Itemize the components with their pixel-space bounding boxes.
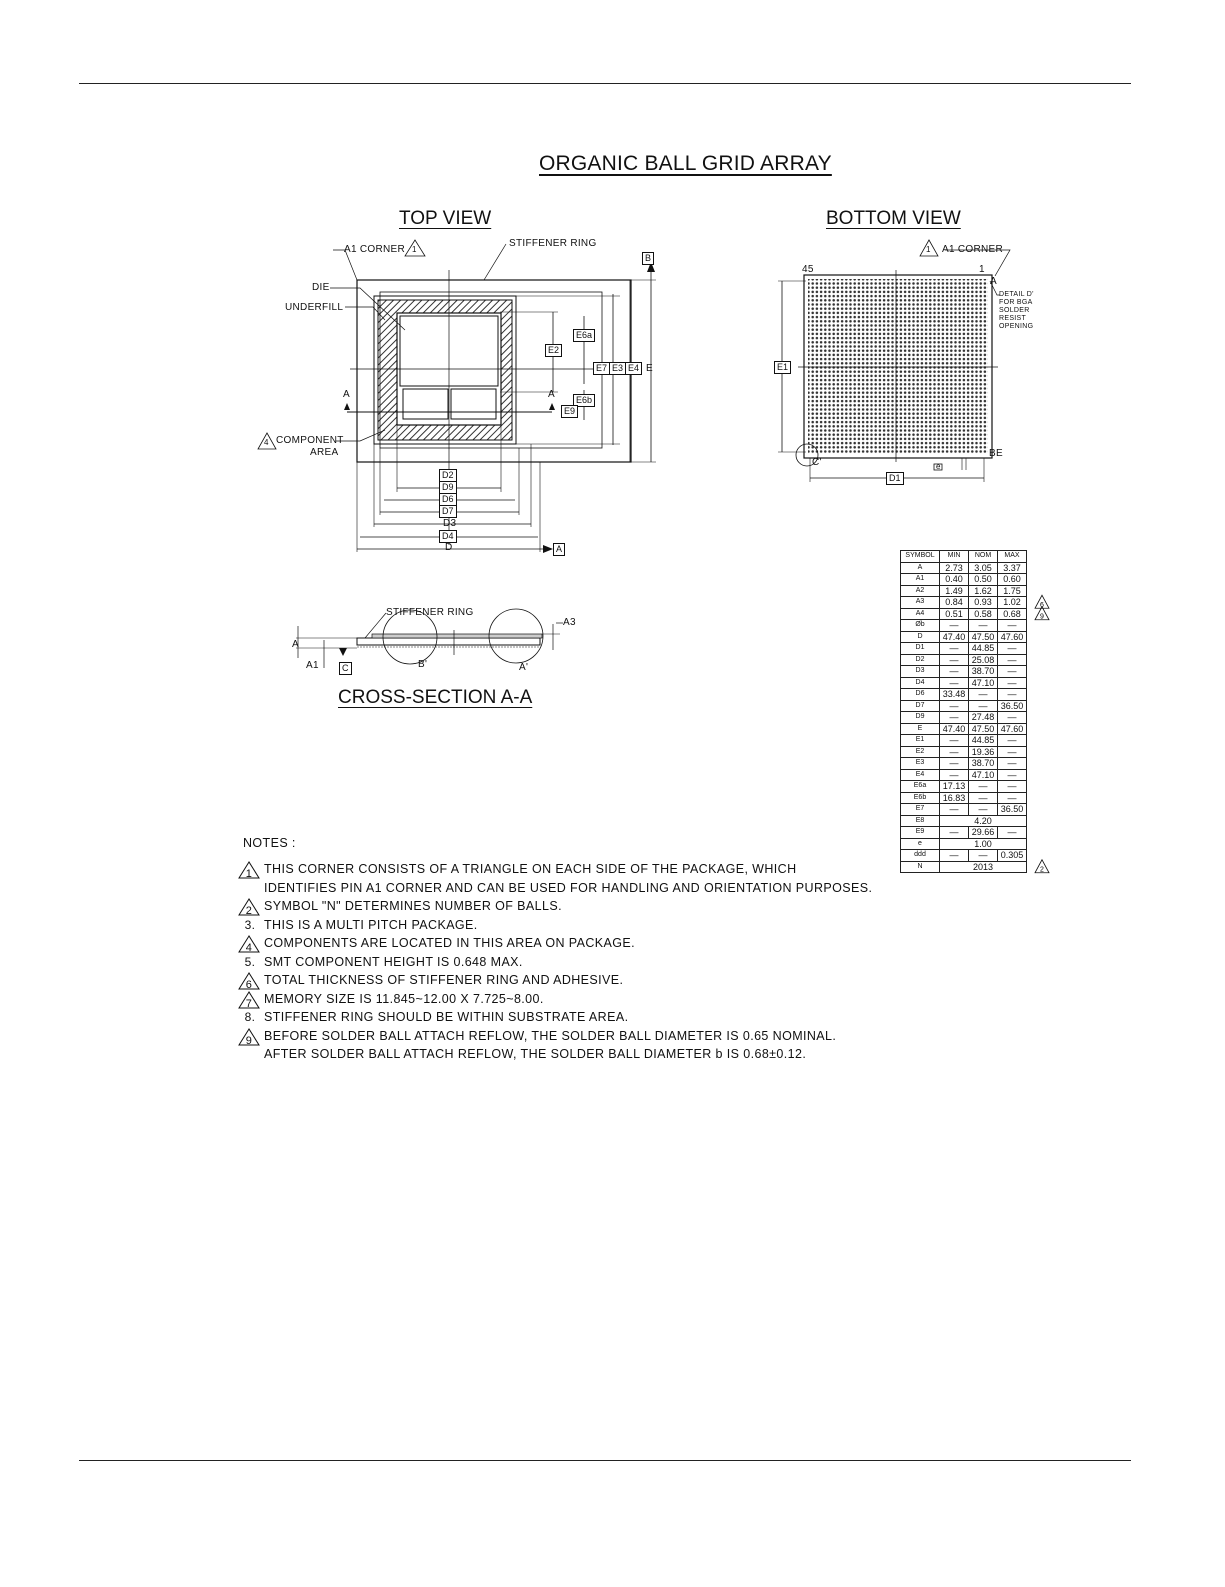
a1-corner-label: A1 CORNER	[344, 244, 406, 255]
note-text: STIFFENER RING SHOULD BE WITHIN SUBSTRATE AREA.	[264, 1010, 629, 1024]
note-item	[236, 1027, 872, 1046]
note-triangle-icon	[238, 991, 262, 1009]
value-cell-max: 1.02	[998, 597, 1027, 609]
value-cell-nom: 1.62	[969, 585, 998, 597]
symbol-cell: D4	[901, 677, 940, 689]
value-cell-min: —	[940, 769, 969, 781]
symbol-cell: A1	[901, 574, 940, 586]
symbol-cell: E	[901, 723, 940, 735]
note-number: 1	[245, 868, 253, 880]
note-number: 6	[245, 979, 253, 991]
symbol-cell: N	[901, 861, 940, 873]
note-number: 4	[245, 942, 253, 954]
value-cell-min: —	[940, 827, 969, 839]
note-text: COMPONENTS ARE LOCATED IN THIS AREA ON PACKAGE.	[264, 936, 635, 950]
note-text: AFTER SOLDER BALL ATTACH REFLOW, THE SOLDER BALL DIAMETER b IS 0.68±0.12.	[264, 1047, 807, 1061]
value-cell-max: —	[998, 769, 1027, 781]
note-number: 7	[245, 997, 253, 1010]
value-cell-min: 0.84	[940, 597, 969, 609]
value-cell-span: 1.00	[940, 838, 1027, 850]
component-note-ref: 4	[264, 438, 269, 447]
value-cell-min: 0.51	[940, 608, 969, 620]
value-cell-span: 4.20	[940, 815, 1027, 827]
value-cell-nom: —	[969, 850, 998, 862]
value-cell-nom: —	[969, 792, 998, 804]
symbol-cell: E6b	[901, 792, 940, 804]
value-cell-max: 36.50	[998, 804, 1027, 816]
note-text: THIS CORNER CONSISTS OF A TRIANGLE ON EACH SIDE OF THE PACKAGE, WHICH	[264, 862, 797, 876]
value-cell-max: —	[998, 666, 1027, 678]
detail-label-3: SOLDER	[999, 307, 1030, 314]
dim-e9: E9	[561, 405, 578, 418]
table-note-triangle-icon	[1035, 607, 1049, 621]
dim-d7: D7	[439, 505, 457, 518]
symbol-cell: A4	[901, 608, 940, 620]
symbol-cell: E6a	[901, 781, 940, 793]
value-cell-min: 1.49	[940, 585, 969, 597]
value-cell-nom: 29.66	[969, 827, 998, 839]
symbol-cell: D	[901, 631, 940, 643]
note-item	[236, 897, 872, 916]
symbol-cell: D6	[901, 689, 940, 701]
bottom-view-heading: BOTTOM VIEW	[826, 208, 961, 229]
symbol-cell: D9	[901, 712, 940, 724]
note-item	[236, 990, 872, 1009]
xs-a-prime-label: A'	[519, 662, 529, 673]
detail-label-5: OPENING	[999, 323, 1034, 330]
value-cell-max: —	[998, 792, 1027, 804]
note-item	[236, 916, 872, 935]
value-cell-nom: 27.48	[969, 712, 998, 724]
note-number: 8.	[244, 1010, 256, 1024]
detail-label-1: DETAIL D'	[999, 291, 1034, 298]
notes-heading: NOTES :	[243, 836, 296, 850]
value-cell-nom: 3.05	[969, 562, 998, 574]
value-cell-max: 0.60	[998, 574, 1027, 586]
value-cell-min: 0.40	[940, 574, 969, 586]
value-cell-max: —	[998, 758, 1027, 770]
dim-d: D	[445, 542, 453, 553]
die-label: DIE	[312, 282, 330, 293]
bottom-a1-corner-label: A1 CORNER	[942, 244, 1004, 255]
section-a-right-label: A	[548, 389, 555, 400]
datum-a-box: A	[553, 543, 565, 556]
symbol-cell: E9	[901, 827, 940, 839]
dim-e3: E3	[609, 362, 626, 375]
value-cell-nom: —	[969, 620, 998, 632]
symbol-cell: E2	[901, 746, 940, 758]
dim-e2: E2	[545, 344, 562, 357]
value-cell-max: —	[998, 677, 1027, 689]
table-note-triangle-icon	[1035, 860, 1049, 874]
note-number: 2	[245, 905, 253, 917]
value-cell-max: 36.50	[998, 700, 1027, 712]
note-item	[236, 934, 872, 953]
component-area-label-1: COMPONENT	[276, 435, 344, 446]
dim-d1: D1	[886, 472, 904, 485]
symbol-cell: e	[901, 838, 940, 850]
value-cell-min: —	[940, 746, 969, 758]
value-cell-max: —	[998, 643, 1027, 655]
value-cell-min: —	[940, 735, 969, 747]
note-text: MEMORY SIZE IS 11.845~12.00 X 7.725~8.00.	[264, 991, 544, 1006]
value-cell-nom: —	[969, 804, 998, 816]
dim-e6b: E6b	[573, 394, 595, 407]
section-a-left-label: A	[343, 389, 350, 400]
note-triangle-icon	[238, 935, 262, 953]
value-cell-min: 47.40	[940, 723, 969, 735]
value-cell-nom: 0.58	[969, 608, 998, 620]
component-area-label-2: AREA	[310, 447, 339, 458]
value-cell-min: —	[940, 804, 969, 816]
detail-label-4: RESIST	[999, 315, 1027, 322]
value-cell-min: 2.73	[940, 562, 969, 574]
c-prime-label: C'	[812, 457, 822, 468]
stiffener-ring-label: STIFFENER RING	[509, 238, 597, 249]
symbol-cell: A3	[901, 597, 940, 609]
value-cell-nom: 0.93	[969, 597, 998, 609]
note-item	[236, 879, 872, 898]
value-cell-min: —	[940, 620, 969, 632]
value-cell-nom: —	[969, 700, 998, 712]
dim-d2: D2	[439, 469, 457, 482]
xs-b-prime-label: B'	[418, 659, 428, 670]
xs-a1-label: A1	[306, 660, 319, 671]
top-view-heading: TOP VIEW	[399, 208, 492, 229]
dim-e7: E7	[593, 362, 610, 375]
value-cell-max: —	[998, 689, 1027, 701]
value-cell-max: 1.75	[998, 585, 1027, 597]
symbol-cell: E8	[901, 815, 940, 827]
symbol-cell: E3	[901, 758, 940, 770]
dim-d6: D6	[439, 493, 457, 506]
note-number: 5.	[244, 954, 256, 969]
value-cell-min: —	[940, 712, 969, 724]
note-triangle-icon	[238, 898, 262, 916]
notes-section	[236, 835, 872, 1064]
cross-section-heading: CROSS-SECTION A-A	[338, 687, 533, 708]
symbol-cell: D7	[901, 700, 940, 712]
detail-label-2: FOR BGA	[999, 299, 1033, 306]
symbol-cell: E4	[901, 769, 940, 781]
dim-e4: E4	[625, 362, 642, 375]
value-cell-nom: —	[969, 781, 998, 793]
value-cell-max: —	[998, 735, 1027, 747]
underfill-label: UNDERFILL	[285, 302, 344, 313]
note-item	[236, 860, 872, 879]
header-nom: NOM	[969, 551, 998, 563]
value-cell-nom: 44.85	[969, 735, 998, 747]
page-title: ORGANIC BALL GRID ARRAY	[539, 152, 832, 175]
value-cell-nom: 38.70	[969, 666, 998, 678]
symbol-cell: E1	[901, 735, 940, 747]
dim-e6a: E6a	[573, 329, 595, 342]
value-cell-max: —	[998, 746, 1027, 758]
note-item	[236, 1045, 872, 1064]
value-cell-min: 17.13	[940, 781, 969, 793]
xs-a-label: A	[292, 639, 299, 650]
note-item	[236, 1008, 872, 1027]
value-cell-max: —	[998, 654, 1027, 666]
value-cell-min: —	[940, 850, 969, 862]
row-a-label: A	[990, 276, 997, 287]
value-cell-min: —	[940, 643, 969, 655]
symbol-cell: D2	[901, 654, 940, 666]
dim-e1: E1	[774, 361, 791, 374]
value-cell-min: —	[940, 654, 969, 666]
value-cell-max: 0.305	[998, 850, 1027, 862]
symbol-cell: E7	[901, 804, 940, 816]
symbol-cell: ddd	[901, 850, 940, 862]
value-cell-nom: —	[969, 689, 998, 701]
bottom-a1-note-ref: 1	[926, 245, 931, 254]
dim-d4: D4	[439, 530, 457, 543]
dim-d3: D3	[443, 518, 457, 529]
symbol-cell: A	[901, 562, 940, 574]
note-item	[236, 953, 872, 972]
value-cell-max: —	[998, 712, 1027, 724]
value-cell-nom: 19.36	[969, 746, 998, 758]
header-symbol: SYMBOL	[901, 551, 940, 563]
table-note-number: 6	[1040, 601, 1044, 609]
col-45-label: 45	[802, 264, 814, 275]
note-triangle-icon	[238, 861, 262, 879]
value-cell-nom: 47.50	[969, 723, 998, 735]
note-triangle-icon	[238, 972, 262, 990]
symbol-cell: D1	[901, 643, 940, 655]
header-max: MAX	[998, 551, 1027, 563]
dim-e: E	[646, 363, 653, 374]
col-1-label: 1	[979, 264, 985, 275]
table-note-number: 9	[1040, 613, 1044, 621]
value-cell-max: —	[998, 827, 1027, 839]
note-text: SYMBOL "N" DETERMINES NUMBER OF BALLS.	[264, 899, 562, 913]
value-cell-max: —	[998, 781, 1027, 793]
symbol-cell: A2	[901, 585, 940, 597]
value-cell-min: —	[940, 677, 969, 689]
datum-b-box: B	[642, 252, 654, 265]
value-cell-nom: 44.85	[969, 643, 998, 655]
value-cell-min: 47.40	[940, 631, 969, 643]
xs-stiffener-label: STIFFENER RING	[386, 607, 474, 618]
value-cell-min: —	[940, 700, 969, 712]
note-number: 3.	[244, 917, 256, 932]
value-cell-span: 2013	[940, 861, 1027, 873]
xs-datum-c: C	[339, 662, 352, 675]
value-cell-max: 47.60	[998, 631, 1027, 643]
header-min: MIN	[940, 551, 969, 563]
value-cell-min: 33.48	[940, 689, 969, 701]
value-cell-max: 3.37	[998, 562, 1027, 574]
xs-a3-label: A3	[563, 617, 576, 628]
value-cell-max: 0.68	[998, 608, 1027, 620]
value-cell-max: 47.60	[998, 723, 1027, 735]
symbol-cell: D3	[901, 666, 940, 678]
note-text: BEFORE SOLDER BALL ATTACH REFLOW, THE SOLDER BALL DIAMETER IS 0.65 NOMINAL.	[264, 1028, 837, 1043]
note-text: IDENTIFIES PIN A1 CORNER AND CAN BE USED FOR HANDLING AND ORIENTATION PURPOSES.	[264, 880, 873, 895]
table-note-number: 2	[1040, 866, 1044, 874]
value-cell-nom: 25.08	[969, 654, 998, 666]
dim-d9: D9	[439, 481, 457, 494]
symbol-cell: Øb	[901, 620, 940, 632]
row-be-label: BE	[989, 448, 1003, 459]
value-cell-min: —	[940, 666, 969, 678]
value-cell-min: —	[940, 758, 969, 770]
value-cell-nom: 47.50	[969, 631, 998, 643]
note-text: THIS IS A MULTI PITCH PACKAGE.	[264, 917, 478, 932]
note-text: SMT COMPONENT HEIGHT IS 0.648 MAX.	[264, 954, 523, 969]
dim-pitch-e: e	[936, 462, 941, 471]
note-text: TOTAL THICKNESS OF STIFFENER RING AND ADHESIVE.	[264, 973, 624, 987]
value-cell-nom: 47.10	[969, 677, 998, 689]
a1-note-ref: 1	[412, 245, 417, 254]
value-cell-nom: 0.50	[969, 574, 998, 586]
note-item	[236, 971, 872, 990]
value-cell-max: —	[998, 620, 1027, 632]
value-cell-nom: 38.70	[969, 758, 998, 770]
value-cell-min: 16.83	[940, 792, 969, 804]
value-cell-nom: 47.10	[969, 769, 998, 781]
note-number: 9	[245, 1034, 253, 1047]
note-triangle-icon	[238, 1028, 262, 1046]
